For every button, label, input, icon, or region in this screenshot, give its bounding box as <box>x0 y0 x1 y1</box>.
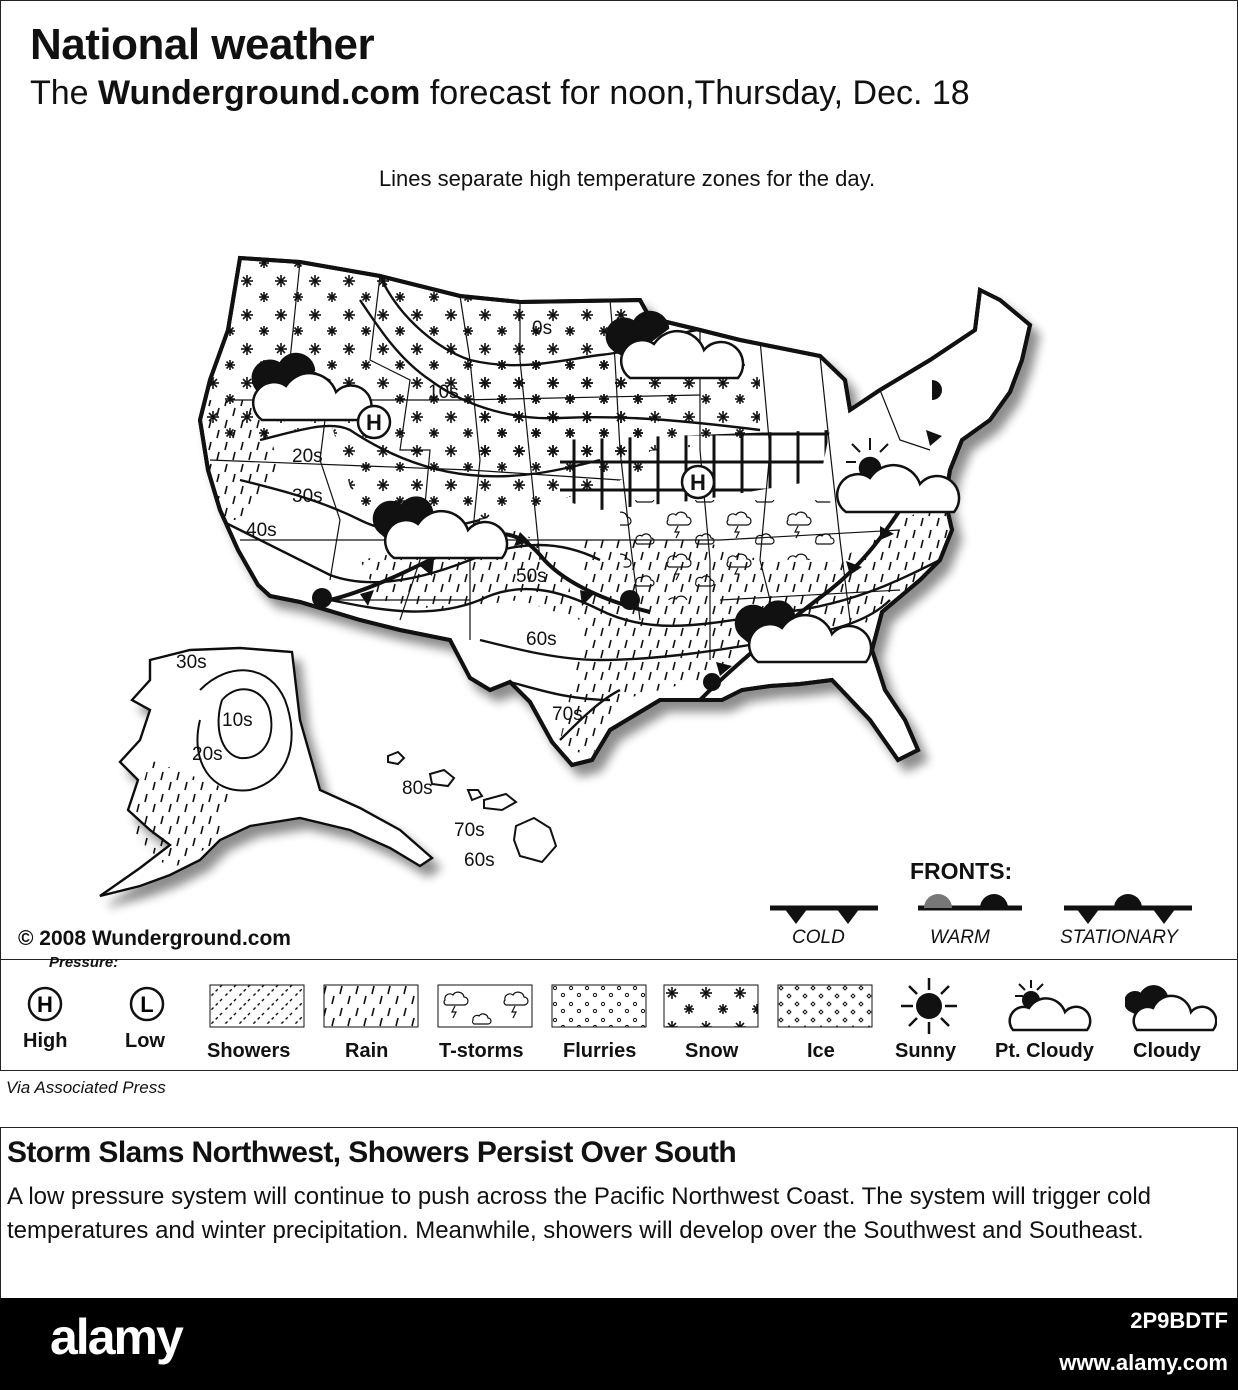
partly-cloudy-icon <box>1005 976 1093 1036</box>
legend-label-flurries: Flurries <box>563 1040 637 1062</box>
front-key-cold <box>770 908 878 924</box>
zone-label: 10s <box>428 382 459 403</box>
watermark-brand: alamy <box>50 1309 182 1365</box>
legend-label-showers: Showers <box>207 1040 291 1062</box>
photo-credit: Via Associated Press <box>6 1078 166 1097</box>
subtitle-brand: Wunderground <box>98 74 342 112</box>
showers-swatch <box>209 984 305 1028</box>
svg-text:H: H <box>690 470 706 495</box>
front-label-warm: WARM <box>930 927 990 948</box>
legend-label-pt-cloudy: Pt. Cloudy <box>995 1040 1094 1062</box>
fronts-title: FRONTS: <box>910 858 1013 884</box>
legend-label-rain: Rain <box>345 1040 389 1062</box>
hawaii-zone-label: 60s <box>464 850 495 871</box>
alaska-zone-label: 20s <box>192 744 223 765</box>
story-box <box>0 1127 1238 1299</box>
subtitle-prefix: The <box>30 74 99 112</box>
legend-label-cloudy: Cloudy <box>1133 1040 1201 1062</box>
rain-swatch <box>323 984 419 1028</box>
pressure-label: Pressure: <box>49 954 119 971</box>
alaska-zone-label: 30s <box>176 652 207 673</box>
alaska-zone-label: 10s <box>222 710 253 731</box>
low-pressure-icon <box>129 986 165 1022</box>
front-label-cold: COLD <box>792 927 845 948</box>
zone-label: 70s <box>552 704 583 725</box>
ice-swatch <box>777 984 873 1028</box>
legend-label-sunny: Sunny <box>895 1040 957 1062</box>
svg-text:H: H <box>37 992 53 1017</box>
sunny-icon <box>897 976 961 1036</box>
page-title: National weather <box>30 20 375 69</box>
cloudy-icon-north <box>607 312 743 378</box>
zone-label: 30s <box>292 486 323 507</box>
map-note: Lines separate high temperature zones for the day. <box>378 166 876 191</box>
front-key-warm <box>918 894 1022 908</box>
subtitle-rest: forecast for noon,Thursday, Dec. 18 <box>420 74 970 112</box>
legend-label-low: Low <box>125 1030 165 1052</box>
front-label-stationary: STATIONARY <box>1060 927 1178 948</box>
legend-label-snow: Snow <box>685 1040 739 1062</box>
snow-swatch <box>663 984 759 1028</box>
alaska-map <box>100 648 432 896</box>
watermark-image-id: 2P9BDTF <box>1130 1308 1228 1333</box>
tstorms-swatch <box>437 984 533 1028</box>
flurries-swatch <box>551 984 647 1028</box>
zone-label: 0s <box>532 318 553 339</box>
zone-label: 50s <box>516 566 547 587</box>
legend-label-tstorms: T-storms <box>439 1040 524 1062</box>
svg-text:L: L <box>140 992 154 1017</box>
legend-bar <box>0 954 1238 1071</box>
cloudy-icon <box>1125 978 1217 1034</box>
high-pressure-west <box>358 406 390 438</box>
subtitle-brand-suffix: .com <box>341 74 421 112</box>
watermark-bar <box>0 1298 1238 1390</box>
watermark-site: www.alamy.com <box>1059 1350 1228 1375</box>
zone-label: 40s <box>246 520 277 541</box>
hawaii-zone-label: 70s <box>454 820 485 841</box>
story-headline: Storm Slams Northwest, Showers Persist Over South <box>7 1136 737 1169</box>
legend-label-high: High <box>23 1030 68 1052</box>
copyright-text: © 2008 Wunderground.com <box>18 927 291 950</box>
story-body: A low pressure system will continue to push across the Pacific Northwest Coast. The system will trigger cold temperatures and winter precipitation. Meanwhile, showers will develop over the Southwest and Southeast. <box>7 1183 1152 1244</box>
hawaii-zone-label: 80s <box>402 778 433 799</box>
zone-label: 20s <box>292 446 323 467</box>
zone-label: 60s <box>526 629 557 650</box>
front-key-stationary <box>1064 894 1192 924</box>
legend-label-ice: Ice <box>807 1040 835 1062</box>
high-pressure-icon <box>27 986 63 1022</box>
high-pressure-central <box>682 466 714 498</box>
svg-text:H: H <box>366 410 382 435</box>
